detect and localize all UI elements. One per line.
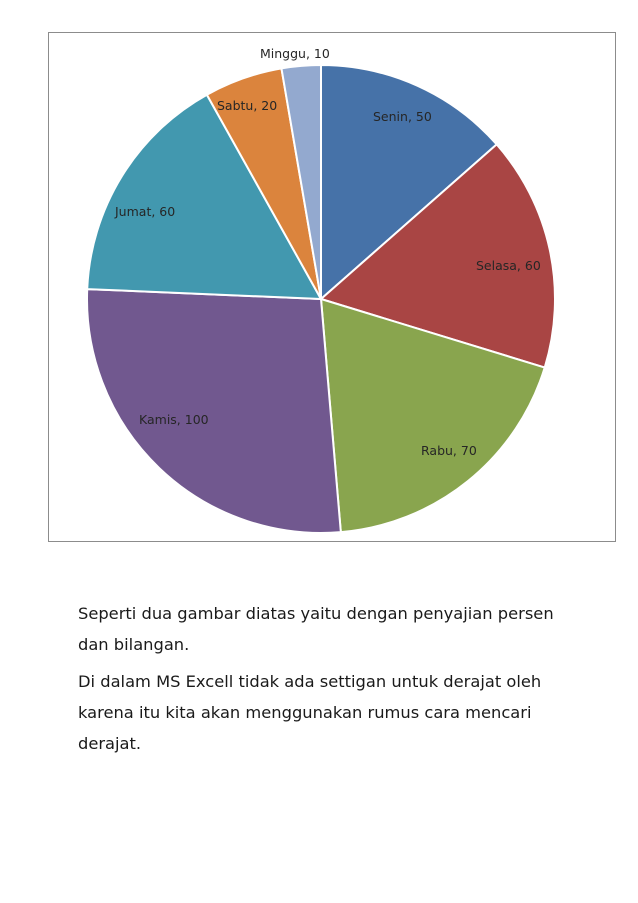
data-label-senin: Senin, 50 — [373, 109, 432, 124]
data-label-kamis: Kamis, 100 — [139, 412, 209, 427]
paragraph-1: Seperti dua gambar diatas yaitu dengan penyajian persen dan bilangan. — [78, 604, 554, 654]
pie-slice-kamis — [87, 289, 341, 533]
data-label-jumat: Jumat, 60 — [115, 204, 176, 219]
body-text — [78, 598, 578, 765]
data-label-minggu: Minggu, 10 — [260, 46, 330, 61]
data-label-rabu: Rabu, 70 — [421, 443, 477, 458]
data-label-selasa: Selasa, 60 — [476, 258, 541, 273]
paragraph-2: Di dalam MS Excell tidak ada settigan untuk derajat oleh karena itu kita akan menggunakan rumus cara mencari derajat. — [78, 672, 542, 753]
pie-slices — [87, 65, 555, 533]
data-label-sabtu: Sabtu, 20 — [217, 98, 278, 113]
pie-chart-frame — [48, 32, 616, 542]
pie-chart — [49, 33, 617, 543]
